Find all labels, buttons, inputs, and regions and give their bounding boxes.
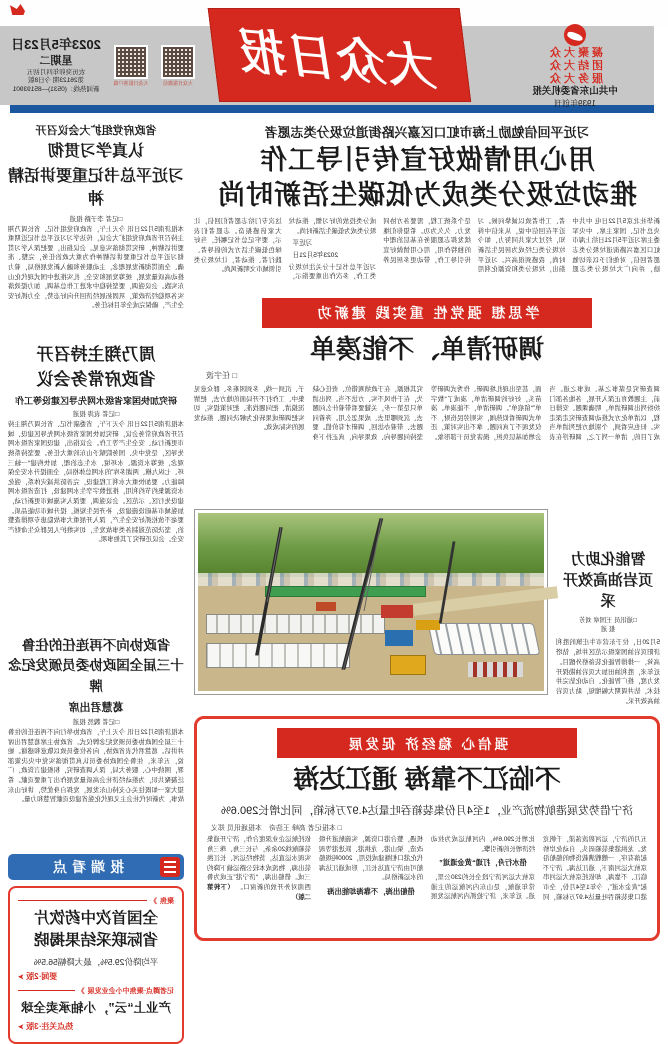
teaser-tag-2 bbox=[18, 986, 174, 996]
main-area bbox=[0, 113, 668, 1044]
commentary-byline: □ 任宇波 bbox=[206, 370, 238, 380]
signature-date: 2023年5月21日 bbox=[292, 251, 339, 259]
tag1-rule bbox=[18, 900, 147, 901]
teaser-tag-1 bbox=[18, 896, 174, 906]
art2-body: 本报济南5月22日讯 今天下午，省委副书记、省长周乃翔主持召开省政府常务会议，研究加快国家省级水网先导区建设、城市更新行动、安全生产等工作。会议指出，建设国家省级水网先导区，是党中央、国务院赋予山东的重大任务。要坚持系统观念，统筹水资源、水环境、水生态治理，加快构建“一轴三环、七纵九横、两湖多库”的水网总体格局，全面提升水安全保障能力。要加快重大水利工程建设，完善防洪减灾体系，强化水资源集约节约利用，推进数字孪生水网建设，打造省级水网建设先行区、示范区。会议强调，要深入实施城市更新行动，加强城市基础设施建设，补齐民生短板，提升城市功能品质。要毫不放松抓好安全生产，深入开展重大事故隐患专项排查整治，坚决防范遏制各类事故发生，切实维护人民群众生命财产安全。会议还研究了其他事项。 bbox=[8, 421, 184, 544]
issue-block bbox=[0, 37, 198, 93]
tag2-mark: 》 bbox=[77, 987, 85, 995]
qr-app-label: 大众日报客户端 bbox=[113, 80, 149, 87]
date: 2023年5月23日 bbox=[11, 37, 101, 53]
tag1-mark: 》 bbox=[150, 897, 157, 905]
art1-body: 本报济南5月22日讯 今天上午，省政府党组书记、省长周乃翔主持召开省政府党组扩大会议，传达学习习近平总书记近期重要讲话精神，研究贯彻落实意见。会议指出，要把深入学习贯彻习近平总书记重要讲话精神作为重大政治任务，完整、准确、全面贯彻新发展理念，主动服务和融入新发展格局，着力推动高质量发展，统筹发展和安全，扎实推进中国式现代化山东实践。会议强调，要坚持稳中求进工作总基调，加力提效落实各项稳经济政策，巩固拓展经济回升向好态势，全力抓好安全生产，确保完成全年目标任务。 bbox=[8, 225, 184, 310]
art1-headline-1: 认真学习贯彻 bbox=[48, 143, 145, 160]
commentary-headline: 调研清单、不能凑单 bbox=[310, 334, 545, 365]
article-top-story bbox=[194, 122, 660, 289]
photo-title-2: 页岩油高效开采 bbox=[563, 571, 654, 610]
teaser-box bbox=[8, 886, 184, 1044]
letter-signature bbox=[293, 238, 373, 260]
arrow-icon: ➤ bbox=[18, 973, 24, 981]
highlights-banner-label: 报端看点 bbox=[48, 858, 124, 875]
teaser2-page-ref bbox=[18, 1021, 174, 1032]
art2-headline-1: 周乃翔主持召开 bbox=[36, 344, 156, 364]
issue-number: 第26123期 今日8版 bbox=[28, 77, 84, 85]
feature-subhead-2: 借船出海，不靠海却能出海 bbox=[327, 887, 415, 897]
feature-deck: 济宁借势发展港航物流产业，1至4月份集装箱吞吐量达4.97万标箱，同比增长290.6% bbox=[221, 805, 633, 818]
photo-byline bbox=[556, 616, 660, 635]
tag2-rule bbox=[18, 990, 75, 991]
art1-byline: □记者 李子路 报道 bbox=[69, 215, 123, 223]
top-story-text-1: 新华社北京5月22日电 中共中央总书记、国家主席、中央军委主席习近平5月21日给上海市虹口区嘉兴路街道垃圾分类志愿者回信，对他们予以亲切勉励，并向广大垃圾分类志愿者、工作者致以诚挚问候。习近平在回信中说，从来信中得知，经过大家共同努力，如今垃圾分类已经成为居民生活新时尚，我感到很高兴。习近平指出，垃圾分类和资源化利用是个系统工程，需要各方协同发力、久久为功。希望你们继续发挥志愿服务在基层治理中的独特作用，用心用情做好宣传引导工作，带动更多居民养成分类投放的好习惯，推动垃圾分类成为低碳生活新时尚。 bbox=[288, 218, 660, 274]
highlights-banner bbox=[8, 854, 184, 880]
side-column bbox=[8, 118, 184, 1044]
corner-logo-icon bbox=[10, 4, 25, 15]
theme-banner: 学思想 强党性 重实践 建新功 bbox=[262, 298, 592, 328]
feature-text-1: 京杭大运河济宁段全长约230公里，常年通航，是山东内河航运的主通道。近年来，济宁抢抓内河航运发展机遇，整合港口资源，实施航道升级改造，梁山港、龙拱港、跃进港等现代化港口相继建成投用，2000吨级船舶可由济宁直达长江，形成通江达海的水运新格局。 bbox=[319, 836, 535, 901]
slogan-line-2: 团结大众 bbox=[547, 60, 603, 73]
lunar-date: 农历癸卯年四月初五 bbox=[26, 69, 86, 77]
feature-box-jining bbox=[194, 716, 660, 941]
slogan-line-3: 服务大众 bbox=[547, 72, 603, 85]
feature-body bbox=[207, 835, 647, 963]
art3-headline-3: 葛慧君出席 bbox=[68, 701, 124, 714]
continued-note: （下转第二版） bbox=[206, 884, 311, 901]
photo-crane-booms bbox=[198, 513, 544, 691]
teaser1-ref-text: 要闻·2版 bbox=[26, 971, 58, 981]
top-story-text-2: 习近平总书记十分关注垃圾分类工作，多次作出重要指示，这次专门给志愿者们回信，让大家倍感振奋。志愿者们表示，要牢记总书记嘱托，当好绿色低碳生活方式的倡导者、践行者、推动者，让垃圾分类引领城市文明新风尚。 bbox=[194, 218, 377, 281]
feature-banner: 强信心 稳经济 促发展 bbox=[277, 728, 577, 758]
article-gov-executive-meeting bbox=[8, 343, 184, 629]
brand-block bbox=[496, 22, 654, 108]
teaser2-ref-text: 热点关注·3版 bbox=[26, 1021, 74, 1031]
signature-name: 习近平 bbox=[292, 240, 313, 248]
art1-kicker: 省政府党组扩大会议召开 bbox=[35, 125, 157, 137]
masthead-band bbox=[0, 24, 654, 109]
feature-subhead-1: 借水行舟，打通“黄金通道” bbox=[439, 858, 527, 868]
qr-code-icon bbox=[114, 45, 148, 79]
photo-title-1: 智能化助力 bbox=[570, 550, 646, 568]
bird-logo-icon bbox=[564, 24, 586, 46]
art2-byline: □记者 袁涛 报道 bbox=[72, 411, 120, 419]
news-photo-oilfield bbox=[198, 513, 544, 691]
article-commentary bbox=[194, 298, 660, 501]
art1-headline-2: 习近平总书记重要讲话精神 bbox=[7, 168, 184, 209]
org-line: 中共山东省委机关报 bbox=[532, 86, 618, 98]
qr-code-icon bbox=[161, 45, 195, 79]
feature-text-2: 依托航运企业深度合作，济宁开通集装箱航线20余条，与长三角、珠三角实现水运直达，货物经运河、长江换装出海，物流成本较公路运输下降约三成。借船出海，“济宁港”正成为鲁西南对外开放的新窗口。 bbox=[207, 836, 311, 892]
art3-headline-2: 十三届全国政协委员颁发纪念牌 bbox=[8, 658, 184, 694]
top-story-body bbox=[194, 217, 660, 289]
top-story-headline-2: 推动垃圾分类成为低碳生活新时尚 bbox=[217, 179, 637, 210]
photo-byline-line1: □通讯员 王国章 刘芳 bbox=[579, 616, 637, 624]
photo-caption-text: 5月20日，位于东营市牛庄镇的胜利济阳页岩油国家级示范区井场，钻塔高耸，一排排智能化装备格外醒目。近年来，胜利油田加大页岩油勘探开发力度，推广智能化、自动化钻完井技术，钻井周期大幅缩短，助力页岩油高效开采。 bbox=[556, 638, 660, 706]
commentary-body: 调查研究是谋事之基、成事之道。当前，主题教育正深入开展，各地各部门纷纷列出调研清单，明确课题、安排日程，以清单化方式推动调查研究走深走实。但也应看到，个别地方把列清单当成了目的，清单一列了之，调研浮在表面，甚至出现扎堆调研、作秀式调研等苗头，好好的调研清单，凑成了“数字单”“留痕单”。调研清单，不能凑单。凑单式调研看似热闹，实则劳民伤财，不仅发现不了真问题、拿不出实对策，还会增加基层负担，损害党员干部形象。究其根源，在于政绩观错位、责任心缺失，在于作风不实、方法不当。列出清单只是第一步，关键要看带着什么问题去、沉到哪里去、成果怎么用。奔着问题去、带着办法回，调研才有价值。要坚持问题导向、效果导向，真正扑下身子、沉到一线，多到困难多、群众意见集中、工作打不开局面的地方去，把情况摸清、把问题找准、把对策提实，切实把调研成果转化为解决问题、推动发展的实际成效。 bbox=[194, 385, 660, 441]
art3-body: 本报济南5月22日讯 今天上午，省政协举行向不再连任的住鲁十三届全国政协委员颁发纪念牌仪式。省政协主席葛慧君出席并讲话。葛慧君代表省政协，向各位委员致以敬意和感谢。她说，五年来，住鲁全国政协委员认真贯彻落实党中央决策部署，围绕中心、服务大局，深入调查研究，积极建言资政，广泛凝聚共识，为推动经济社会高质量发展作出了重要贡献。希望大家一如既往关心支持山东发展，发挥自身优势，讲好山东故事，为新时代社会主义现代化强省建设贡献智慧和力量。 bbox=[8, 728, 184, 804]
top-story-kicker: 习近平回信勉励上海市虹口区嘉兴路街道垃圾分类志愿者 bbox=[264, 125, 590, 140]
photo-section bbox=[194, 509, 660, 707]
founded-line: 1939年创刊 bbox=[554, 99, 596, 109]
arrow-icon: ➤ bbox=[18, 1023, 24, 1031]
newspaper-icon bbox=[160, 857, 180, 877]
art2-headline-2: 省政府常务会议 bbox=[36, 370, 156, 390]
date-block bbox=[8, 37, 104, 93]
top-story-headline-1: 用心用情做好宣传引导工作 bbox=[259, 145, 595, 175]
teaser1-subtitle: 平均降价29.5%，最大降幅56.5% bbox=[33, 956, 159, 967]
article-cppcc-medals bbox=[8, 636, 184, 846]
teaser1-page-ref bbox=[18, 971, 174, 982]
qr-wechat-label: 大众日报微信 bbox=[163, 80, 194, 87]
qr-app bbox=[111, 45, 151, 87]
art3-headline-1: 省政协向不再连任的住鲁 bbox=[21, 638, 171, 654]
slogan-line-1: 凝聚大众 bbox=[547, 47, 603, 60]
photo-frame bbox=[194, 509, 548, 695]
center-column bbox=[194, 118, 660, 1044]
feature-headline: 不临江不靠海 通江达海 bbox=[293, 764, 561, 795]
photo-byline-line2: 报 道 bbox=[600, 626, 616, 634]
hotline: 新闻热线：(0531)—85193901 bbox=[12, 85, 100, 93]
article-gov-party-group bbox=[8, 122, 184, 337]
feature-byline: □ 本报记者 高峰 王浩奇 本报通讯员 郑义 bbox=[211, 825, 343, 833]
art2-subhead: 研究加快国家省级水网先导区建设等工作 bbox=[15, 396, 178, 407]
weekday: 星期二 bbox=[39, 54, 73, 67]
newspaper-title: 大众日报 bbox=[237, 24, 441, 96]
masthead-flag bbox=[208, 8, 472, 102]
teaser1-headline-1: 全国首次中药饮片 bbox=[34, 909, 159, 927]
masthead-center bbox=[198, 26, 496, 105]
tag2-label: 记者蹲点·聚焦中小企业发展 bbox=[87, 987, 174, 995]
feature-intro: 五月的济宁，运河碧波荡漾，千帆竞发。龙拱港集装箱码头，自动化岸桥起落有序，一艘艘满载货物的船舶沿京杭大运河南下，通江达海。济宁不临江、不靠海，却依托京杭大运河串起“黄金水道”，今年1至4月份，全市港口集装箱吞吐量达4.97万标箱，同比增长290.6%，内河航运成为拉动经济增长的新引擎。 bbox=[431, 836, 647, 901]
teaser2-headline: 产业上“云”，小轴承卖全球 bbox=[21, 1000, 172, 1015]
art3-byline: □记者 魏然 报道 bbox=[72, 718, 120, 726]
qr-wechat bbox=[158, 45, 198, 87]
teaser1-headline-2: 省际联采结果揭晓 bbox=[34, 932, 159, 950]
photo-caption-block bbox=[556, 509, 660, 707]
tag1-label: 聚焦 bbox=[160, 897, 174, 905]
